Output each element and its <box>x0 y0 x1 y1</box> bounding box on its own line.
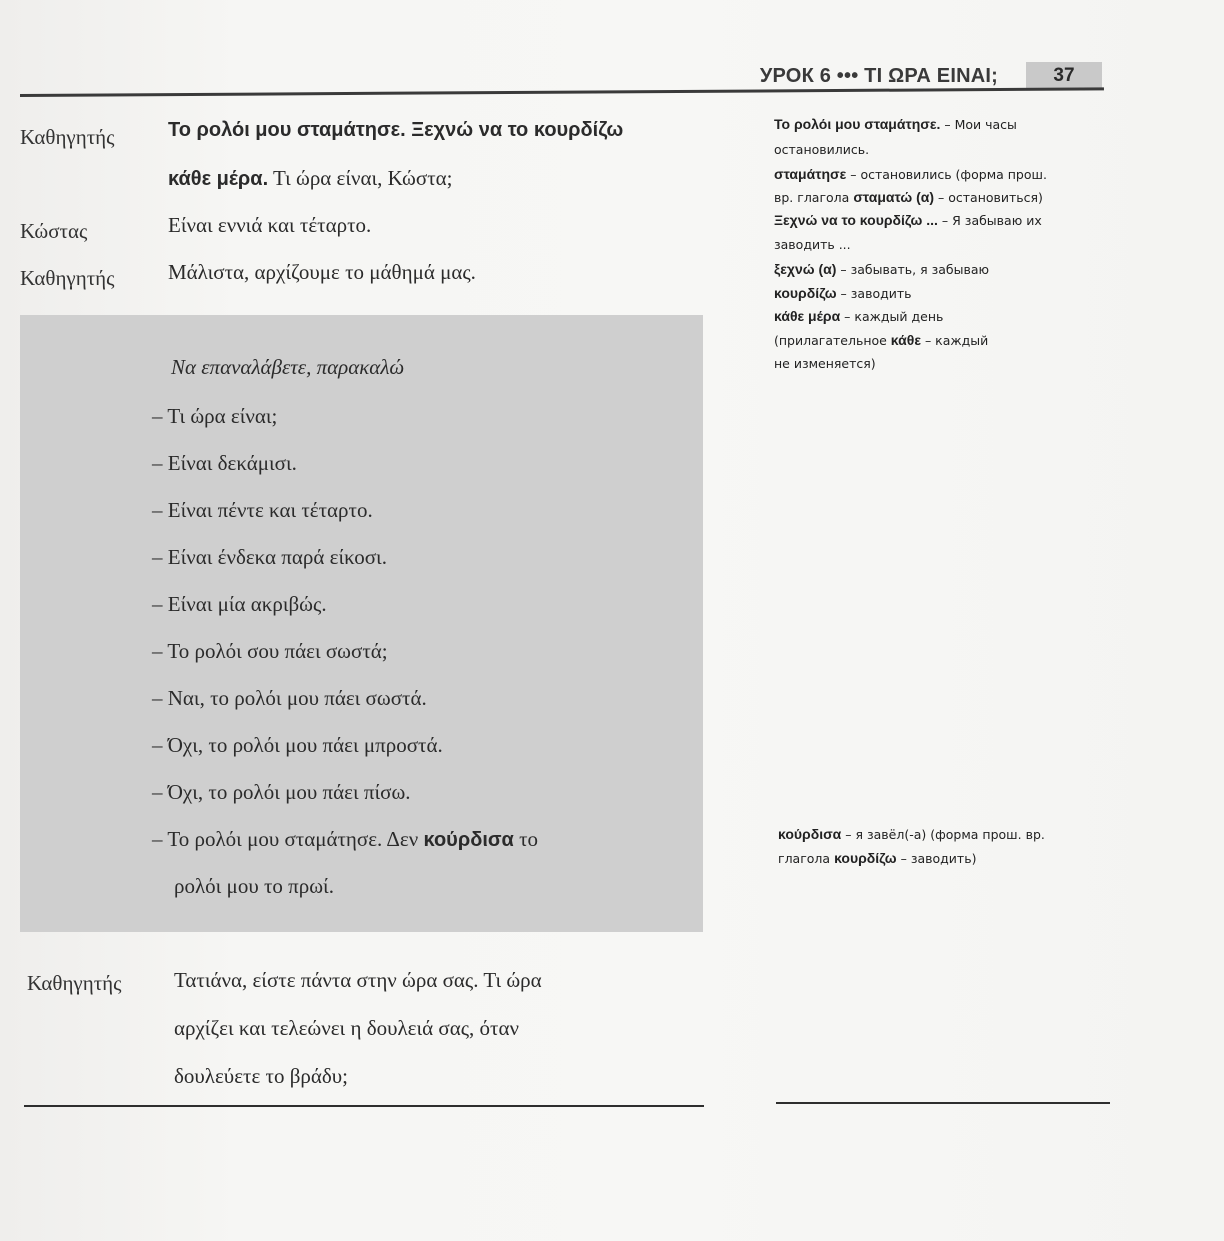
exercise-line: – Το ρολόι σου πάει σωστά; <box>152 639 388 663</box>
note-1b: остановились. <box>774 142 870 157</box>
speaker-teacher-3: Καθηγητής <box>27 971 122 995</box>
note-6 <box>774 308 943 324</box>
note-7 <box>774 332 988 348</box>
note-greek: Ξεχνώ να το κουρδίζω ... <box>774 212 938 228</box>
note-greek: σταμάτησε <box>774 166 847 182</box>
note-greek: κουρδίζω <box>834 850 897 866</box>
note-greek: σταματώ (α) <box>853 189 935 205</box>
dialogue-line-3: Είναι εννιά και τέταρτο. <box>168 213 372 237</box>
note-2 <box>774 166 1047 182</box>
footer-rule-left <box>24 1105 704 1107</box>
dialogue-line-4: Μάλιστα, αρχίζουμε το μάθημά μας. <box>168 260 476 284</box>
note-greek: κούρδισα <box>778 826 842 842</box>
dialogue-line-5b: αρχίζει και τελεώνει η δουλειά σας, όταν <box>174 1016 519 1040</box>
page-number: 37 <box>1026 62 1102 90</box>
exercise-last-pre: – Το ρολόι μου σταμάτησε. Δεν <box>152 827 424 851</box>
exercise-line: – Τι ώρα είναι; <box>152 404 278 428</box>
note-3b: заводить ... <box>774 237 851 252</box>
exercise-line: – Είναι ένδεκα παρά είκοσι. <box>152 545 387 569</box>
note-greek: κάθε μέρα <box>774 308 841 324</box>
note-greek: ξεχνώ (α) <box>774 261 837 277</box>
exercise-title: Να επαναλάβετε, παρακαλώ <box>171 355 405 379</box>
note-5 <box>774 285 912 301</box>
note-russian: – остановились (форма прош. <box>846 167 1047 182</box>
note-russian: – остановиться) <box>934 190 1043 205</box>
note-greek: Το ρολόι μου σταμάτησε. <box>774 116 941 132</box>
exercise-line: – Όχι, το ρολόι μου πάει μπροστά. <box>152 733 443 757</box>
note-russian: – заводить <box>836 286 912 301</box>
dialogue-line-5c: δουλεύετε το βράδυ; <box>174 1064 348 1088</box>
speaker-teacher: Καθηγητής <box>20 125 115 149</box>
note-russian: – забывать, я забываю <box>836 262 990 277</box>
note-russian: (прилагательное <box>774 333 891 348</box>
exercise-line: – Είναι πέντε και τέταρτο. <box>152 498 373 522</box>
header-rule <box>20 87 1104 97</box>
note-1 <box>774 116 1017 132</box>
note-russian: вр. глагола <box>774 190 854 205</box>
note-russian: – Я забываю их <box>937 213 1042 228</box>
speaker-kostas: Κώστας <box>20 219 88 243</box>
exercise-line-cont: ρολόι μου το πρωί. <box>174 874 334 898</box>
note-7b: не изменяется) <box>774 356 876 371</box>
note-russian: – каждый день <box>840 309 944 324</box>
running-head: УРОК 6 ••• ΤΙ ΩΡΑ ΕΙΝΑΙ; <box>759 65 998 87</box>
note-russian: – я завёл(-а) (форма прош. вр. <box>841 827 1045 842</box>
dialogue-line-1: Το ρολόι μου σταμάτησε. Ξεχνώ να το κουρδίζω <box>168 119 624 141</box>
dialogue-line-2 <box>168 166 452 191</box>
exercise-line: – Είναι μία ακριβώς. <box>152 592 327 616</box>
exercise-line: – Είναι δεκάμισι. <box>152 451 297 475</box>
note-8 <box>778 826 1045 842</box>
note-russian: глагола <box>778 851 835 866</box>
note-4 <box>774 261 989 277</box>
speaker-teacher-2: Καθηγητής <box>20 266 115 290</box>
note-greek: κουρδίζω <box>774 285 837 301</box>
dialogue-line-5a: Τατιάνα, είστε πάντα στην ώρα σας. Τι ώρα <box>174 968 542 992</box>
note-russian: – Мои часы <box>940 117 1017 132</box>
dialogue-line-2-rest: Τι ώρα είναι, Κώστα; <box>268 166 453 190</box>
exercise-line: – Ναι, το ρολόι μου πάει σωστά. <box>152 686 427 710</box>
note-greek: κάθε <box>890 332 921 348</box>
note-3 <box>774 212 1042 228</box>
note-russian: – заводить) <box>896 851 977 866</box>
note-russian: – каждый <box>920 333 989 348</box>
note-8b <box>778 850 976 866</box>
exercise-last-post: το <box>513 827 539 851</box>
dialogue-line-2-bold: κάθε μέρα. <box>168 168 269 190</box>
exercise-last-bold: κούρδισα <box>423 829 514 851</box>
exercise-line: – Όχι, το ρολόι μου πάει πίσω. <box>152 780 411 804</box>
note-2b <box>774 189 1043 205</box>
exercise-line-last <box>152 827 538 852</box>
footer-rule-right <box>776 1102 1110 1104</box>
